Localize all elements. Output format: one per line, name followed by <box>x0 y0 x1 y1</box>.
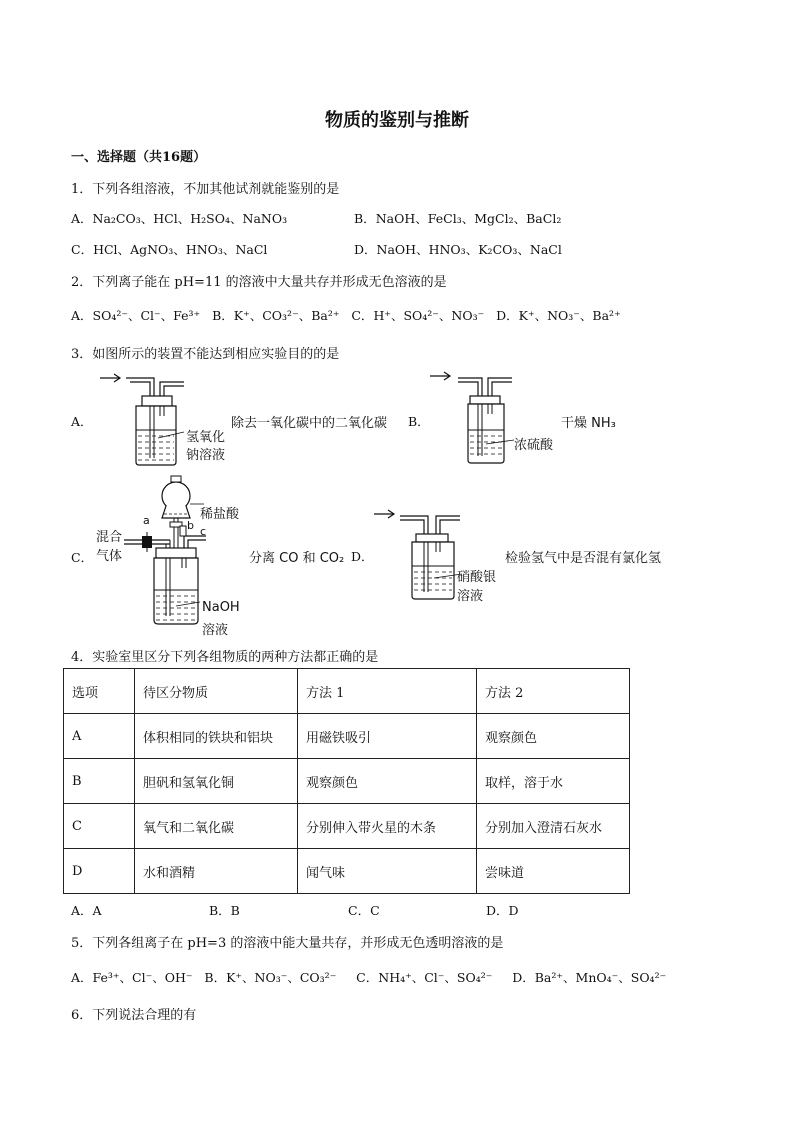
q3-b-reagent-label: 浓硫酸 <box>514 438 554 453</box>
table-row <box>64 714 630 759</box>
q2-option-a: A．SO₄²⁻、Cl⁻、Fe³⁺ <box>71 308 201 323</box>
question-1-stem: 1．下列各组溶液，不加其他试剂就能鉴别的是 <box>71 182 340 197</box>
table-cell: 水和酒精 <box>135 849 298 894</box>
q1-option-a: A．Na₂CO₃、HCl、H₂SO₄、NaNO₃ <box>71 211 288 226</box>
table-row <box>64 849 630 894</box>
q3-a-reagent-label: 氢氧化 <box>186 430 226 445</box>
q3-c-gas-label-2: 气体 <box>96 549 123 564</box>
table-header-cell: 方法 1 <box>298 669 477 714</box>
q2-options <box>71 306 621 324</box>
table-cell: 用磁铁吸引 <box>298 714 477 759</box>
q1-a-formulas: Na₂CO₃、HCl、H₂SO₄、NaNO₃ <box>92 211 288 226</box>
q3-a-purpose: 除去一氧化碳中的二氧化碳 <box>231 416 388 431</box>
table-cell: 分别伸入带火星的木条 <box>298 804 477 849</box>
question-4-stem: 4．实验室里区分下列各组物质的两种方法都正确的是 <box>71 650 379 665</box>
table-cell: 闻气味 <box>298 849 477 894</box>
q3-b-purpose: 干燥 NH₃ <box>561 416 616 431</box>
q3-d-reagent-label-2: 溶液 <box>457 589 484 604</box>
q5-options <box>71 968 666 986</box>
table-cell: 观察颜色 <box>298 759 477 804</box>
q5-option-b: B．K⁺、NO₃⁻、CO₃²⁻ <box>204 970 337 985</box>
table-header-cell: 方法 2 <box>477 669 630 714</box>
q3-d-purpose: 检验氢气中是否混有氯化氢 <box>505 551 662 566</box>
q3-option-a-label: A． <box>71 414 93 429</box>
q3-option-d-label: D． <box>351 549 374 564</box>
table-cell: D <box>64 849 135 894</box>
table-cell: 体积相同的铁块和铝块 <box>135 714 298 759</box>
q3-c-reagent-label-2: 溶液 <box>202 623 229 638</box>
table-header-row <box>64 669 630 714</box>
q2-option-b: B．K⁺、CO₃²⁻、Ba²⁺ <box>212 308 340 323</box>
q4-comparison-table <box>63 668 630 894</box>
q1-option-d: D．NaOH、HNO₃、K₂CO₃、NaCl <box>354 242 562 257</box>
question-2-stem: 2．下列离子能在 pH=11 的溶液中大量共存并形成无色溶液的是 <box>71 275 447 290</box>
question-3-stem: 3．如图所示的装置不能达到相应实验目的的是 <box>71 347 340 362</box>
table-header-cell: 待区分物质 <box>135 669 298 714</box>
q3-c-valve-a: a <box>143 514 150 527</box>
table-cell: 氧气和二氧化碳 <box>135 804 298 849</box>
q1-option-c: C．HCl、AgNO₃、HNO₃、NaCl <box>71 242 268 257</box>
q1-option-b: B．NaOH、FeCl₃、MgCl₂、BaCl₂ <box>354 211 562 226</box>
question-6-stem: 6．下列说法合理的有 <box>71 1008 197 1023</box>
q5-option-d: D．Ba²⁺、MnO₄⁻、SO₄²⁻ <box>512 970 667 985</box>
table-cell: B <box>64 759 135 804</box>
question-5-stem: 5．下列各组离子在 pH=3 的溶液中能大量共存，并形成无色透明溶液的是 <box>71 936 504 951</box>
q3-c-valve-b: b <box>187 519 194 532</box>
q3-c-acid-label: 稀盐酸 <box>200 507 240 522</box>
q3-a-reagent-label-2: 钠溶液 <box>186 448 226 463</box>
q3-c-reagent-label: NaOH <box>202 600 240 615</box>
table-cell: A <box>64 714 135 759</box>
q3-c-gas-label: 混合 <box>96 530 123 545</box>
q4-option-b: B．B <box>209 903 240 918</box>
q4-option-a: A．A <box>71 903 102 918</box>
q4-option-c: C．C <box>348 903 380 918</box>
q3-d-reagent-label: 硝酸银 <box>457 570 497 585</box>
table-cell: 观察颜色 <box>477 714 630 759</box>
table-cell: C <box>64 804 135 849</box>
q5-option-c: C．NH₄⁺、Cl⁻、SO₄²⁻ <box>356 970 493 985</box>
table-cell: 尝味道 <box>477 849 630 894</box>
q5-option-a: A．Fe³⁺、Cl⁻、OH⁻ <box>71 970 193 985</box>
q2-option-c: C．H⁺、SO₄²⁻、NO₃⁻ <box>351 308 485 323</box>
table-cell: 取样，溶于水 <box>477 759 630 804</box>
table-cell: 胆矾和氢氧化铜 <box>135 759 298 804</box>
section-heading: 一、选择题（共16题） <box>71 150 207 165</box>
table-header-cell: 选项 <box>64 669 135 714</box>
page-title: 物质的鉴别与推断 <box>325 110 469 131</box>
table-row <box>64 759 630 804</box>
q3-option-b-label: B． <box>408 414 430 429</box>
q2-option-d: D．K⁺、NO₃⁻、Ba²⁺ <box>496 308 621 323</box>
q4-option-d: D．D <box>486 903 519 918</box>
q3-option-c-label: C． <box>71 550 94 565</box>
q3-c-purpose: 分离 CO 和 CO₂ <box>249 551 345 566</box>
table-cell: 分别加入澄清石灰水 <box>477 804 630 849</box>
q3-c-valve-c: c <box>200 525 207 538</box>
table-row <box>64 804 630 849</box>
